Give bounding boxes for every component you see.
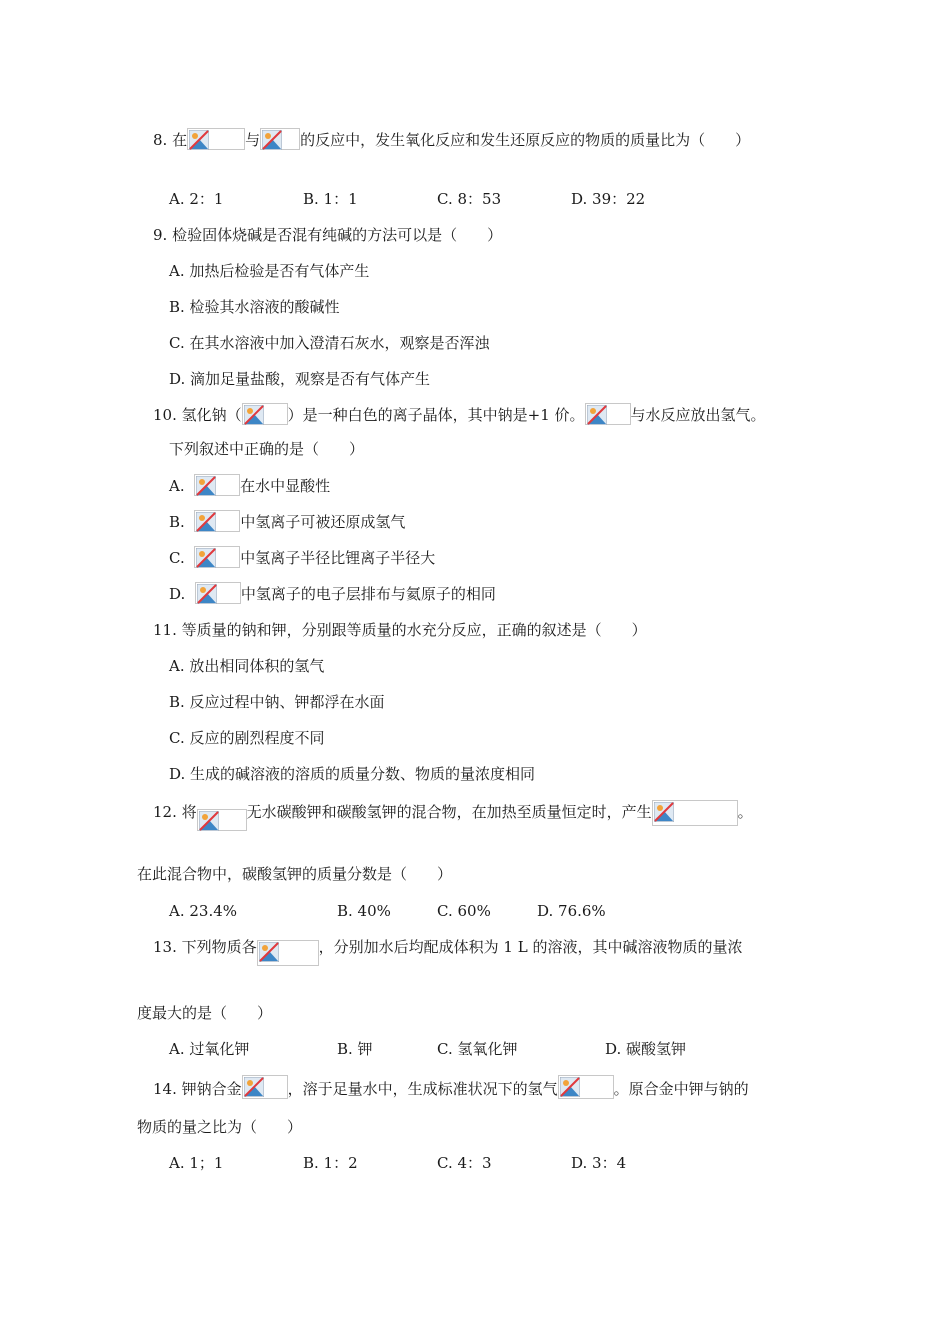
q13-option-a: A. 过氧化钾 — [169, 1040, 250, 1058]
q12-option-b: B. 40% — [337, 902, 391, 920]
broken-image-icon — [257, 940, 319, 966]
q10-option-a: A. 在水中显酸性 — [169, 474, 330, 494]
q10-text-post: 与水反应放出氢气。 — [630, 406, 766, 424]
q10-option-b: B. 中氢离子可被还原成氢气 — [169, 510, 405, 530]
q9-option-c: C. 在其水溶液中加入澄清石灰水，观察是否浑浊 — [169, 334, 490, 352]
q11-option-a: A. 放出相同体积的氢气 — [169, 657, 325, 675]
q12-text-mid: 无水碳酸钾和碳酸氢钾的混合物，在加热至质量恒定时，产生 — [246, 803, 652, 821]
q13-option-c: C. 氢氧化钾 — [437, 1040, 518, 1058]
q11-number: 11. — [153, 621, 177, 639]
q14-option-d: D. 3：4 — [571, 1154, 627, 1172]
q9-number: 9. — [153, 226, 168, 244]
q8-text-mid: 与 — [245, 131, 261, 149]
q12-text-post: 。 — [737, 803, 753, 821]
q14-number: 14. — [153, 1080, 177, 1098]
q8-option-d: D. 39：22 — [571, 190, 646, 208]
q12-stem — [153, 800, 753, 820]
q13-text-post: ，分别加水后均配成体积为 1 L 的溶液，其中碱溶液物质的量浓 — [318, 938, 743, 956]
q12-text-pre: 将 — [181, 803, 197, 821]
q8-text-pre: 在 — [172, 131, 188, 149]
q10-option-d: D. 中氢离子的电子层排布与氦原子的相同 — [169, 582, 496, 602]
q9-option-a: A. 加热后检验是否有气体产生 — [169, 262, 370, 280]
q11-option-b: B. 反应过程中钠、钾都浮在水面 — [169, 693, 385, 711]
q12-option-c: C. 60% — [437, 902, 491, 920]
q13-option-b: B. 钾 — [337, 1040, 373, 1058]
q13-number: 13. — [153, 938, 177, 956]
q10-text-pre: 氢化钠（ — [181, 406, 242, 424]
q10-stem-line2: 下列叙述中正确的是（ ） — [169, 440, 365, 458]
q14-text-pre: 钾钠合金 — [181, 1080, 242, 1098]
q8-stem — [153, 128, 750, 148]
q10-text-mid: ）是一种白色的离子晶体，其中钠是+1 价。 — [287, 406, 585, 424]
q14-text-mid: ，溶于足量水中，生成标准状况下的氢气 — [287, 1080, 558, 1098]
broken-image-icon — [242, 403, 288, 425]
broken-image-icon — [197, 809, 247, 831]
q11-option-c: C. 反应的剧烈程度不同 — [169, 729, 325, 747]
q14-option-c: C. 4：3 — [437, 1154, 492, 1172]
broken-image-icon — [652, 800, 738, 826]
q10-stem — [153, 403, 766, 423]
broken-image-icon — [242, 1075, 288, 1099]
q14-option-b: B. 1：2 — [303, 1154, 358, 1172]
q8-option-a: A. 2：1 — [169, 190, 224, 208]
broken-image-icon — [195, 582, 241, 604]
q8-option-b: B. 1：1 — [303, 190, 358, 208]
broken-image-icon — [194, 546, 240, 568]
q13-text-pre: 下列物质各 — [181, 938, 257, 956]
broken-image-icon — [585, 403, 631, 425]
q10-option-c: C. 中氢离子半径比锂离子半径大 — [169, 546, 435, 566]
q13-option-d: D. 碳酸氢钾 — [605, 1040, 687, 1058]
q12-option-d: D. 76.6% — [537, 902, 606, 920]
q13-stem — [153, 937, 742, 957]
q11-option-d: D. 生成的碱溶液的溶质的质量分数、物质的量浓度相同 — [169, 765, 536, 783]
q13-stem-line2: 度最大的是（ ） — [137, 1004, 273, 1022]
q11-text: 等质量的钠和钾，分别跟等质量的水充分反应，正确的叙述是（ ） — [181, 621, 647, 639]
q14-stem — [153, 1075, 749, 1098]
broken-image-icon — [194, 474, 240, 496]
q11-stem — [153, 620, 647, 640]
q14-stem-line2: 物质的量之比为（ ） — [137, 1118, 303, 1136]
q9-text: 检验固体烧碱是否混有纯碱的方法可以是（ ） — [172, 226, 503, 244]
q8-number: 8. — [153, 131, 168, 149]
q9-stem — [153, 225, 502, 245]
q8-option-c: C. 8：53 — [437, 190, 502, 208]
q8-text-post: 的反应中，发生氧化反应和发生还原反应的物质的质量比为（ ） — [300, 131, 751, 149]
q10-number: 10. — [153, 406, 177, 424]
q14-option-a: A. 1；1 — [169, 1154, 224, 1172]
q12-number: 12. — [153, 803, 177, 821]
broken-image-icon — [260, 128, 300, 150]
broken-image-icon — [187, 128, 245, 150]
broken-image-icon — [194, 510, 240, 532]
q9-option-b: B. 检验其水溶液的酸碱性 — [169, 298, 340, 316]
q12-stem-line2: 在此混合物中，碳酸氢钾的质量分数是（ ） — [137, 865, 453, 883]
broken-image-icon — [558, 1075, 614, 1099]
q14-text-post: 。原合金中钾与钠的 — [613, 1080, 749, 1098]
q12-option-a: A. 23.4% — [169, 902, 238, 920]
q9-option-d: D. 滴加足量盐酸，观察是否有气体产生 — [169, 370, 431, 388]
